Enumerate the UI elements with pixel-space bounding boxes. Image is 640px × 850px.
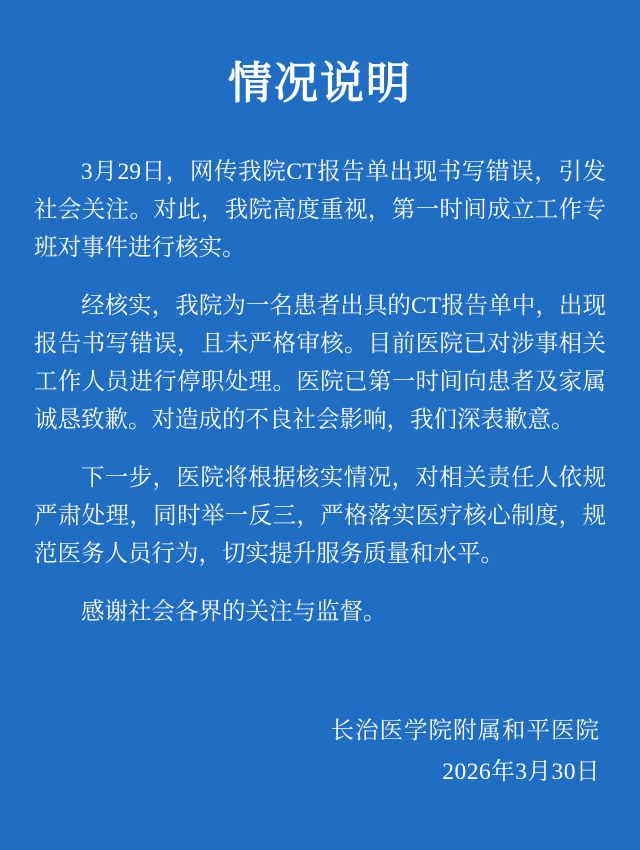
- paragraph: 3月29日，网传我院CT报告单出现书写错误，引发社会关注。对此，我院高度重视，第一时间成立工作专班对事件进行核实。: [34, 158, 606, 261]
- page-title: 情况说明: [228, 59, 412, 108]
- signature-date: 2026年3月30日: [442, 759, 600, 786]
- paragraph: 经核实，我院为一名患者出具的CT报告单中，出现报告书写错误，且未严格审核。目前医院已对涉事相关工作人员进行停职处理。医院已第一时间向患者及家属诚恳致歉。对造成的不良社会影响，我们深表歉意。: [34, 292, 606, 434]
- signature-block: [34, 713, 606, 792]
- statement-body: [34, 153, 606, 632]
- signature-organization: 长治医学院附属和平医院: [330, 717, 600, 744]
- paragraph: 下一步，医院将根据核实情况，对相关责任人依规严肃处理，同时举一反三，严格落实医疗核心制度，规范医务人员行为，切实提升服务质量和水平。: [34, 465, 606, 568]
- paragraph: 感谢社会各界的关注与监督。: [81, 599, 387, 626]
